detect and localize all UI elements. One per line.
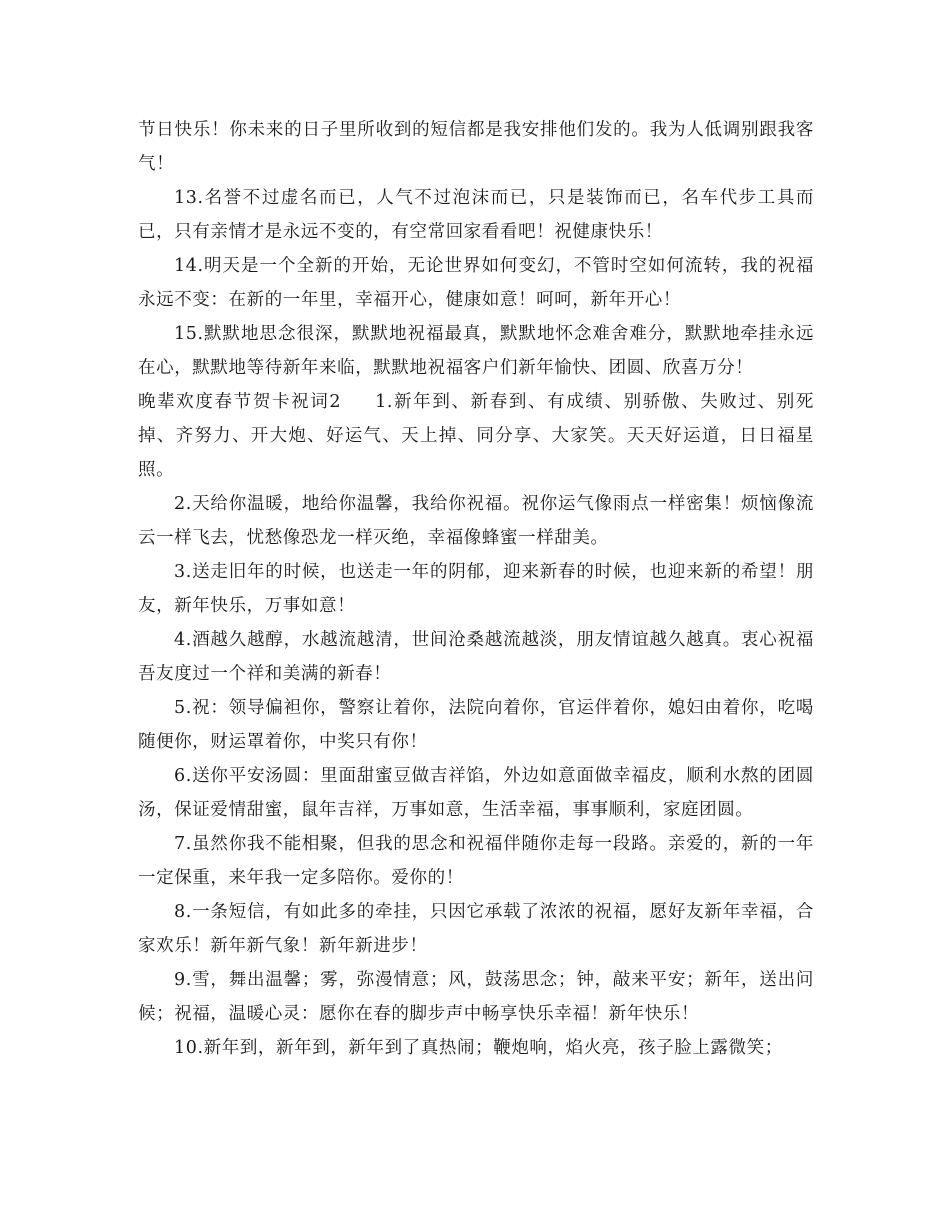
list-item-13: 13.名誉不过虚名而已，人气不过泡沫而已，只是装饰而已，名车代步工具而已，只有亲情才是永远不变的，有空常回家看看吧！祝健康快乐！ [138,188,814,242]
list-item-6: 6.送你平安汤圆：里面甜蜜豆做吉祥馅，外边如意面做幸福皮，顺利水熬的团圆汤，保证爱情甜蜜，鼠年吉祥，万事如意，生活幸福，事事顺利，家庭团圆。 [138,766,814,820]
list-item-10: 10.新年到，新年到，新年到了真热闹；鞭炮响，焰火亮，孩子脸上露微笑； [174,1038,783,1058]
paragraph-continued: 节日快乐！你未来的日子里所收到的短信都是我安排他们发的。我为人低调别跟我客气！ [138,120,814,174]
list-item-5: 5.祝：领导偏袒你，警察让着你，法院向着你，官运伴着你，媳妇由着你，吃喝随便你，财运罩着你，中奖只有你！ [138,698,814,752]
list-item-1: 1.新年到、新春到、有成绩、别骄傲、失败过、别死掉、齐努力、开大炮、好运气、天上掉、同分享、大家笑。天天好运道，日日福星照。 [138,392,814,480]
list-item-4: 4.酒越久越醇，水越流越清，世间沧桑越流越淡，朋友情谊越久越真。衷心祝福吾友度过一个祥和美满的新春！ [138,630,814,684]
list-item-9: 9.雪，舞出温馨；雾，弥漫情意；风，鼓荡思念；钟，敲来平安；新年，送出问候；祝福，温暖心灵：愿你在春的脚步声中畅享快乐幸福！新年快乐！ [138,970,814,1024]
list-item-2: 2.天给你温暖，地给你温馨，我给你祝福。祝你运气像雨点一样密集！烦恼像流云一样飞去，忧愁像恐龙一样灭绝，幸福像蜂蜜一样甜美。 [138,494,814,548]
list-item-15: 15.默默地思念很深，默默地祝福最真，默默地怀念难舍难分，默默地牵挂永远在心，默默地等待新年来临，默默地祝福客户们新年愉快、团圆、欣喜万分！ [138,324,814,378]
section-heading: 晚辈欢度春节贺卡祝词2 [138,392,342,412]
list-item-7: 7.虽然你我不能相聚，但我的思念和祝福伴随你走每一段路。亲爱的，新的一年一定保重，来年我一定多陪你。爱你的！ [138,834,814,888]
document-body [138,113,814,1065]
list-item-3: 3.送走旧年的时候，也送走一年的阴郁，迎来新春的时候，也迎来新的希望！朋友，新年快乐，万事如意！ [138,562,814,616]
section-2-paragraph [138,385,814,487]
list-item-8: 8.一条短信，有如此多的牵挂，只因它承载了浓浓的祝福，愿好友新年幸福，合家欢乐！新年新气象！新年新进步！ [138,902,814,956]
list-item-14: 14.明天是一个全新的开始，无论世界如何变幻，不管时空如何流转，我的祝福永远不变：在新的一年里，幸福开心，健康如意！呵呵，新年开心！ [138,256,814,310]
